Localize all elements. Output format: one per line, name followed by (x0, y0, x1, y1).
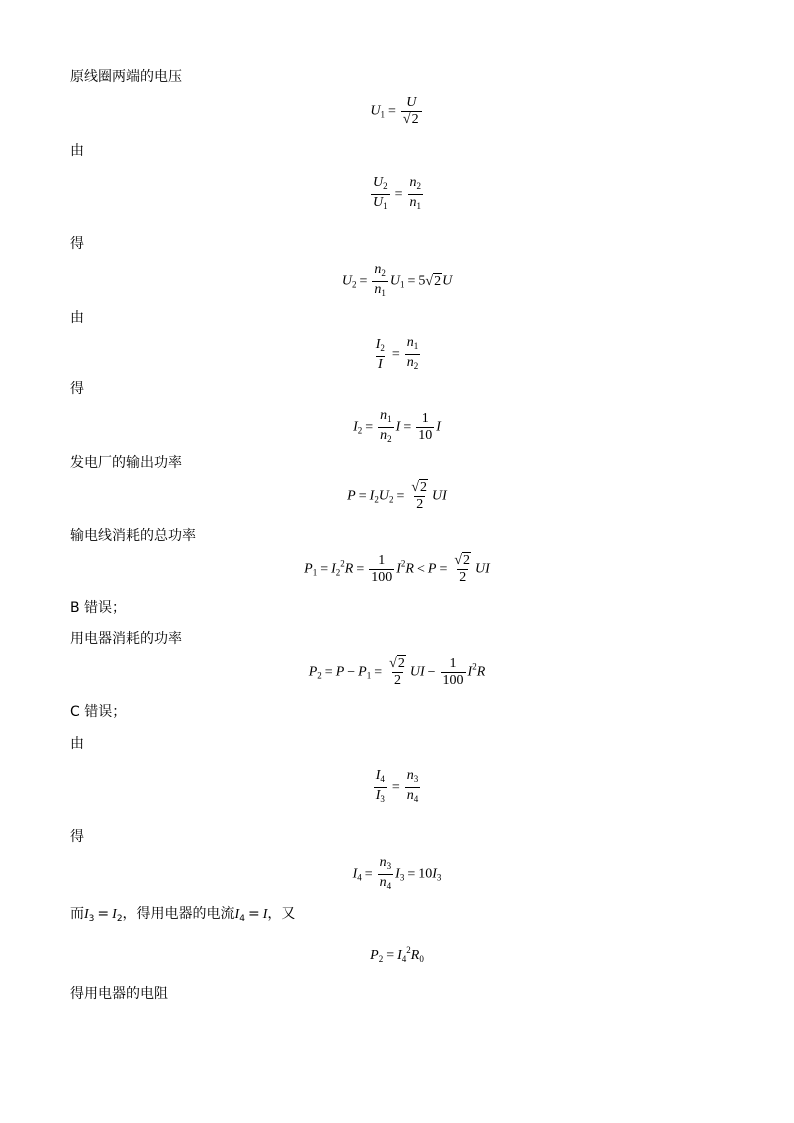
equation-3: $U_2$ = $\frac{n_2}{n_1}$ $U_1 = 5√2U$ (0, 262, 794, 301)
text-line-8: B 错误； (70, 600, 127, 616)
text-line-7: 输电线消耗的总功率 (70, 528, 196, 544)
equation-11: $P_2 = I_4^2R_0$ (370, 945, 424, 964)
equation-1: $U_1$ = $\frac{U}{√2}$ (0, 95, 794, 128)
text-line-3: 得 (70, 236, 84, 252)
text-line-2: 由 (70, 143, 84, 159)
text-line-9: 用电器消耗的功率 (70, 631, 182, 647)
text-line-5: 得 (70, 381, 84, 397)
text-line-6: 发电厂的输出功率 (70, 455, 182, 471)
text-line-13: 而$I_3 = I_2$，得用电器的电流$I_4 = I$，又 (70, 906, 296, 924)
text-line-1: 原线圈两端的电压 (70, 69, 182, 85)
text-line-10: C 错误； (70, 704, 127, 720)
equation-4: $\frac{I_2}{I}$ = $\frac{n_1}{n_2}$ (0, 335, 794, 374)
equation-10: $I_4$ = $\frac{n_3}{n_4}$ $I_3 = 10I_3$ (0, 855, 794, 894)
text-line-12: 得 (70, 829, 84, 845)
equation-9: $\frac{I_4}{I_3}$ = $\frac{n_3}{n_4}$ (0, 768, 794, 807)
equation-6: $P = I_2U_2$ = $\frac{√2}{2}$ UI (347, 480, 447, 512)
equation-8: $P_2 = P - P_1$ = $\frac{√2}{2}$ UI − $\frac{1}{100}$ $I^2R$ (308, 656, 486, 688)
text-line-11: 由 (70, 736, 84, 752)
text-line-14: 得用电器的电阻 (70, 986, 168, 1002)
text-line-4: 由 (70, 310, 84, 326)
equation-2: $\frac{U_2}{U_1}$ = $\frac{n_2}{n_1}$ (0, 175, 794, 214)
equation-7: $P_1 = I_2^2R$ = $\frac{1}{100}$ $I^2R < P$ = $\frac{√2}{2}$ UI (304, 553, 490, 585)
equation-5: $I_2$ = $\frac{n_1}{n_2}$ I = $\frac{1}{10}$ I (0, 408, 794, 447)
